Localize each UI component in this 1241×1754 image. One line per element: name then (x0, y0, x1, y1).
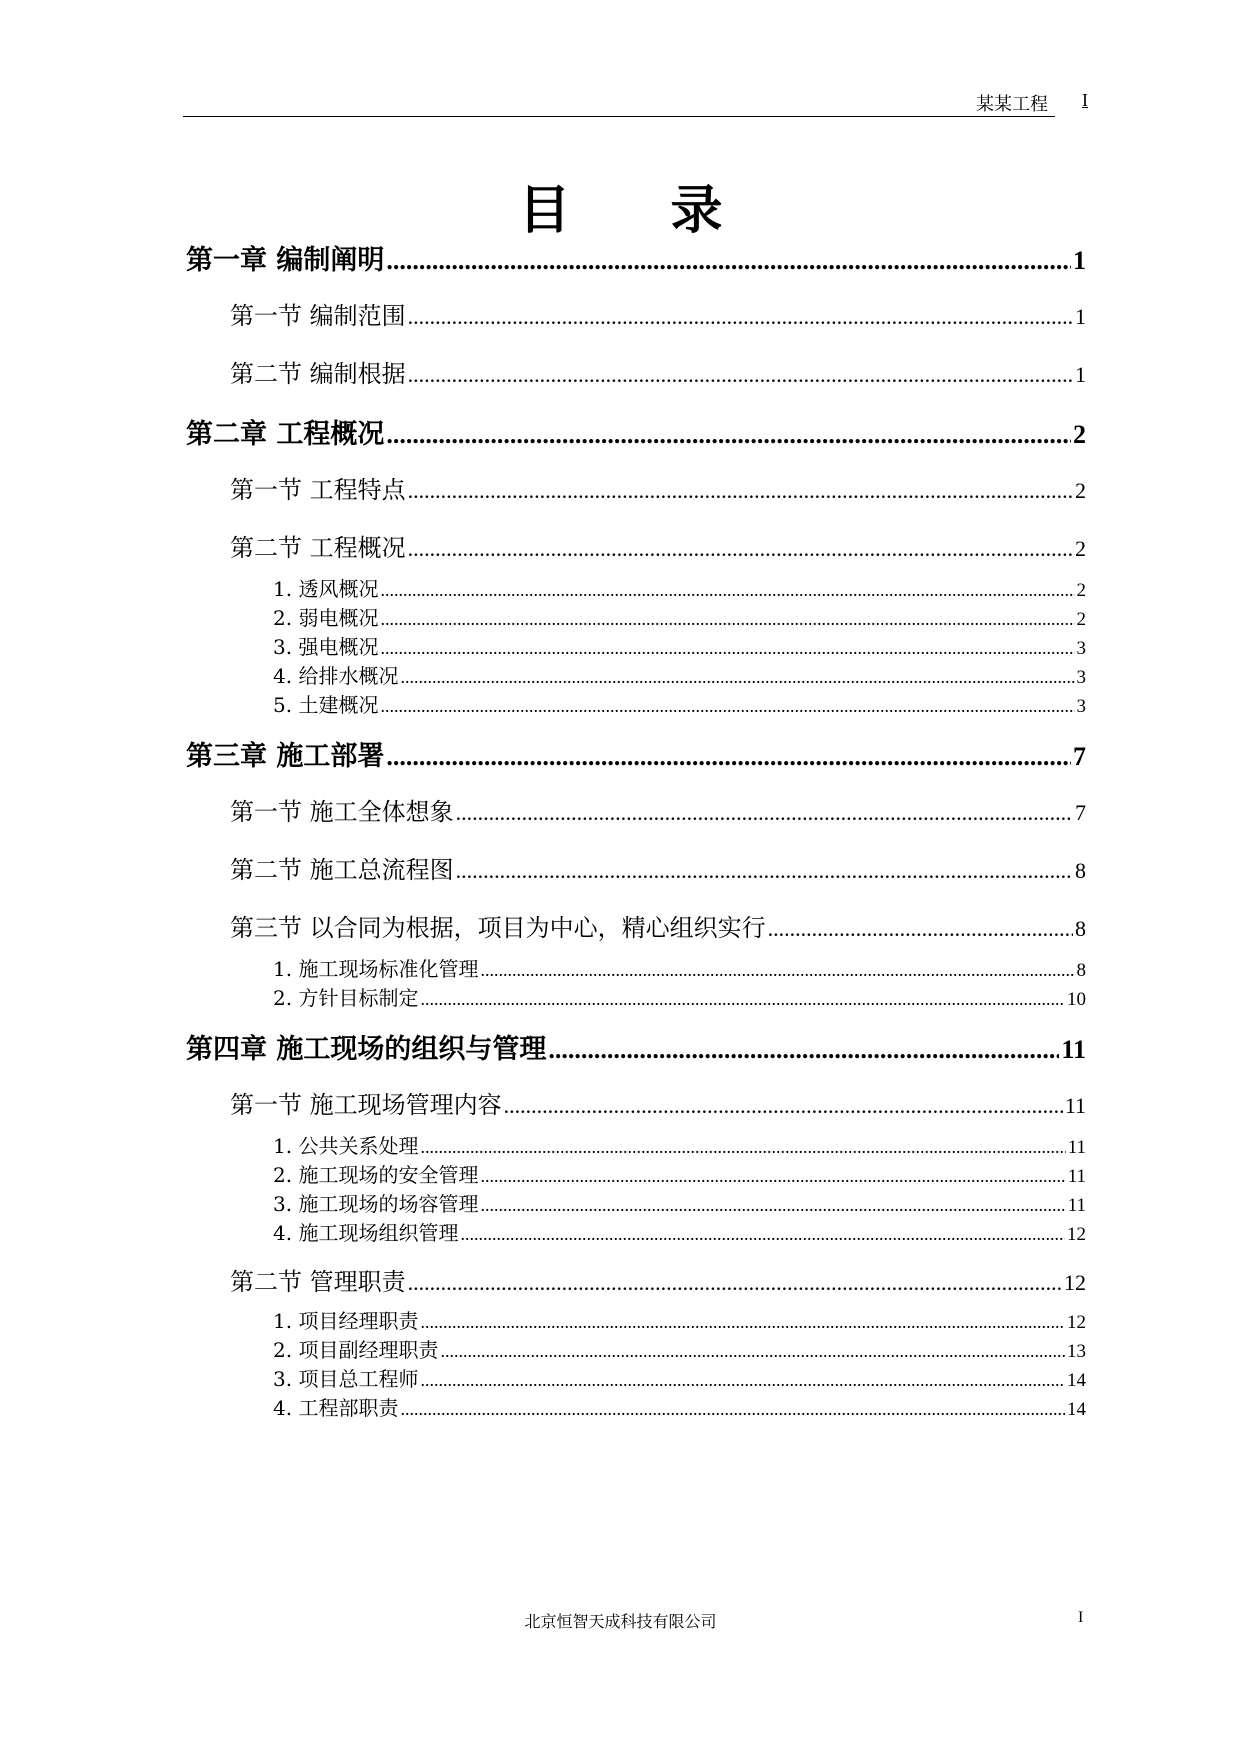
toc-entry-label: 3. 项目总工程师 (273, 1367, 419, 1391)
toc-section[interactable] (230, 470, 1086, 505)
toc-section[interactable] (230, 1085, 1086, 1120)
toc-entry-label: 4. 施工现场组织管理 (273, 1221, 459, 1245)
toc-item[interactable] (273, 1392, 1086, 1421)
toc-item[interactable] (273, 689, 1086, 718)
page-header (183, 88, 1088, 116)
toc-item[interactable] (273, 1305, 1086, 1334)
toc-dot-leader (440, 1341, 1065, 1362)
toc-chapter[interactable] (186, 238, 1086, 277)
toc-dot-leader (408, 304, 1073, 330)
footer-company-name: 北京恒智天成科技有限公司 (524, 1612, 717, 1631)
toc-entry-page-number: 1 (1075, 362, 1086, 387)
toc-entry-page-number: 11 (1067, 1195, 1086, 1216)
toc-entry-page-number: 8 (1075, 916, 1086, 941)
toc-dot-leader (408, 478, 1073, 504)
toc-entry-label: 第二节 编制根据 (230, 360, 406, 388)
toc-entry-page-number: 2 (1076, 609, 1086, 630)
toc-entry-page-number: 1 (1073, 246, 1086, 275)
toc-entry-page-number: 2 (1073, 420, 1086, 449)
toc-entry-page-number: 11 (1061, 1035, 1086, 1064)
toc-dot-leader (386, 246, 1071, 276)
toc-dot-leader (480, 1195, 1065, 1216)
toc-item[interactable] (273, 631, 1086, 660)
toc-dot-leader (400, 667, 1074, 688)
toc-entry-page-number: 11 (1067, 1166, 1086, 1187)
toc-dot-leader (380, 609, 1074, 630)
toc-entry-label: 第三节 以合同为根据，项目为中心，精心组织实行 (230, 914, 766, 942)
toc-entry-label: 1. 项目经理职责 (273, 1309, 419, 1333)
toc-entry-page-number: 14 (1067, 1370, 1086, 1391)
toc-chapter[interactable] (186, 1027, 1086, 1066)
toc-dot-leader (420, 1137, 1065, 1158)
toc-dot-leader (420, 1312, 1065, 1333)
toc-dot-leader (420, 989, 1065, 1010)
toc-entry-label: 第二章 工程概况 (186, 419, 385, 450)
toc-entry-page-number: 3 (1076, 638, 1086, 659)
toc-dot-leader (480, 1166, 1065, 1187)
toc-entry-page-number: 3 (1076, 667, 1086, 688)
toc-entry-label: 2. 方针目标制定 (273, 986, 419, 1010)
header-rule (183, 116, 1055, 117)
toc-entry-page-number: 7 (1075, 800, 1086, 825)
toc-entry-page-number: 8 (1075, 858, 1086, 883)
toc-dot-leader (480, 960, 1074, 981)
toc-item[interactable] (273, 1159, 1086, 1188)
header-page-number: I (1082, 90, 1088, 110)
toc-entry-page-number: 12 (1067, 1224, 1086, 1245)
toc-entry-label: 1. 公共关系处理 (273, 1134, 419, 1158)
toc-item[interactable] (273, 660, 1086, 689)
toc-entry-label: 第一节 工程特点 (230, 476, 406, 504)
toc-dot-leader (408, 536, 1073, 562)
toc-section[interactable] (230, 908, 1086, 943)
toc-item[interactable] (273, 1188, 1086, 1217)
toc-entry-label: 2. 弱电概况 (273, 606, 379, 630)
toc-dot-leader (456, 800, 1073, 826)
toc-dot-leader (386, 742, 1071, 772)
toc-entry-label: 第一节 施工现场管理内容 (230, 1091, 502, 1119)
toc-item[interactable] (273, 602, 1086, 631)
toc-dot-leader (456, 858, 1073, 884)
toc-dot-leader (380, 638, 1074, 659)
toc-section[interactable] (230, 850, 1086, 885)
toc-dot-leader (420, 1370, 1065, 1391)
toc-entry-label: 4. 工程部职责 (273, 1396, 399, 1420)
toc-entry-page-number: 2 (1075, 536, 1086, 561)
toc-item[interactable] (273, 953, 1086, 982)
toc-chapter[interactable] (186, 734, 1086, 773)
toc-entry-label: 第二节 工程概况 (230, 534, 406, 562)
toc-entry-page-number: 12 (1064, 1270, 1086, 1295)
toc-entry-label: 4. 给排水概况 (273, 664, 399, 688)
toc-dot-leader (400, 1399, 1065, 1420)
toc-section[interactable] (230, 528, 1086, 563)
toc-entry-label: 3. 施工现场的场容管理 (273, 1192, 479, 1216)
toc-item[interactable] (273, 1363, 1086, 1392)
toc-entry-page-number: 12 (1067, 1312, 1086, 1333)
toc-item[interactable] (273, 573, 1086, 602)
toc-entry-page-number: 2 (1076, 580, 1086, 601)
toc-dot-leader (408, 1270, 1062, 1296)
toc-entry-page-number: 1 (1075, 304, 1086, 329)
toc-entry-page-number: 7 (1073, 742, 1086, 771)
toc-entry-label: 第四章 施工现场的组织与管理 (186, 1034, 547, 1065)
toc-entry-page-number: 11 (1067, 1137, 1086, 1158)
toc-entry-label: 2. 施工现场的安全管理 (273, 1163, 479, 1187)
toc-section[interactable] (230, 792, 1086, 827)
toc-chapter[interactable] (186, 412, 1086, 451)
toc-entry-page-number: 8 (1076, 960, 1086, 981)
toc-entry-label: 1. 透风概况 (273, 577, 379, 601)
toc-entry-label: 5. 土建概况 (273, 693, 379, 717)
toc-dot-leader (408, 362, 1073, 388)
toc-dot-leader (380, 580, 1074, 601)
toc-section[interactable] (230, 354, 1086, 389)
toc-entry-label: 1. 施工现场标准化管理 (273, 957, 479, 981)
toc-entry-label: 第三章 施工部署 (186, 741, 385, 772)
toc-entry-label: 第一节 编制范围 (230, 302, 406, 330)
toc-title: 目录 (518, 181, 823, 241)
toc-item[interactable] (273, 982, 1086, 1011)
toc-section[interactable] (230, 1262, 1086, 1297)
toc-entry-label: 2. 项目副经理职责 (273, 1338, 439, 1362)
toc-dot-leader (504, 1093, 1063, 1119)
header-project-name: 某某工程 (976, 94, 1048, 115)
toc-entry-page-number: 10 (1067, 989, 1086, 1010)
toc-entry-page-number: 13 (1067, 1341, 1086, 1362)
toc-entry-page-number: 3 (1076, 696, 1086, 717)
footer-page-number: I (1078, 1609, 1084, 1626)
toc-dot-leader (386, 420, 1071, 450)
toc-item[interactable] (273, 1217, 1086, 1246)
toc-dot-leader (460, 1224, 1065, 1245)
toc-dot-leader (548, 1035, 1059, 1065)
toc-entry-page-number: 11 (1064, 1093, 1086, 1118)
toc-entry-label: 第二节 管理职责 (230, 1268, 406, 1296)
toc-item[interactable] (273, 1334, 1086, 1363)
toc-entry-label: 3. 强电概况 (273, 635, 379, 659)
toc-entry-label: 第一章 编制阐明 (186, 245, 385, 276)
toc-dot-leader (380, 696, 1074, 717)
toc-section[interactable] (230, 296, 1086, 331)
toc-dot-leader (768, 916, 1073, 942)
toc-entry-page-number: 2 (1075, 478, 1086, 503)
toc-entry-page-number: 14 (1067, 1399, 1086, 1420)
toc-item[interactable] (273, 1130, 1086, 1159)
toc-entry-label: 第二节 施工总流程图 (230, 856, 454, 884)
toc-entry-label: 第一节 施工全体想象 (230, 798, 454, 826)
